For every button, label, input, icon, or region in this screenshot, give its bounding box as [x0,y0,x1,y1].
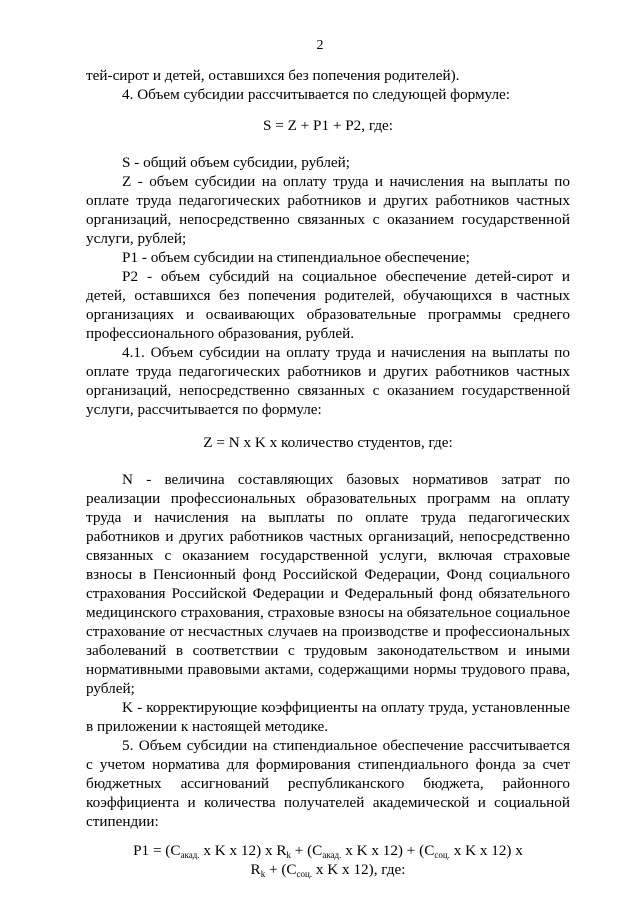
definition-p2: P2 - объем субсидий на социальное обеспечение детей-сирот и детей, оставшихся без попечения родителей, обучающихся в частных организациях и осваивающих образовательные программы среднего профессионального образования, рублей. [86,268,570,342]
formula-z: Z = N x K x количество студентов, где: [203,434,453,451]
paragraph: тей-сирот и детей, оставшихся без попечения родителей). [86,67,460,84]
definition-s: S - общий объем субсидии, рублей; [122,154,351,171]
paragraph: 4. Объем субсидии рассчитывается по следующей формуле: [122,86,511,103]
paragraph: 4.1. Объем субсидии на оплату труда и начисления на выплаты по оплате труда педагогических работников и других работников частных организаций, непосредственно связанных с оказанием государственной услуги, рассчитывается по формуле: [86,344,570,418]
formula-p1: $P1 = (C_{акад.}$ x K x 12) x $R_k + (C_{акад.}$ x K x $12) + (C_{соц.}$ x K x 12) x $R_k + (C_{соц.}$ x K x 12), где: [133,842,523,879]
page-number: 2 [316,38,324,53]
document-body [86,66,570,879]
formula-s: S = Z + P1 + P2, где: [262,117,394,134]
definition-p1: P1 - объем субсидии на стипендиальное обеспечение; [122,249,470,266]
definition-n: N - величина составляющих базовых нормативов затрат по реализации профессиональных образовательных программ на оплату труда и начисления на выплаты по оплате труда педагогических работников и других работников частных организаций, непосредственно связанных с оказанием государственной услуги, включая страховые взносы в Пенсионный фонд Российской Федерации, Фонд социального страхования Российской Федерации и Федеральный фонд обязательного медицинского страхования, страховые взносы на обязательное социальное страхование от несчастных случаев на производстве и профессиональных заболеваний в соответствии с трудовым законодательством и иными нормативными правовыми актами, содержащими нормы трудового права, рублей; [86,471,570,697]
definition-z: Z - объем субсидии на оплату труда и начисления на выплаты по оплате труда педагогических работников и других работников частных организаций, непосредственно связанных с оказанием государственной услуги, рублей; [86,173,570,247]
paragraph: 5. Объем субсидии на стипендиальное обеспечение рассчитывается с учетом норматива для формирования стипендиального фонда за счет бюджетных ассигнований республиканского бюджета, районного коэффициента и количества получателей академической и социальной стипендии: [86,737,570,830]
definition-k: K - корректирующие коэффициенты на оплату труда, установленные в приложении к настоящей методике. [86,699,570,735]
